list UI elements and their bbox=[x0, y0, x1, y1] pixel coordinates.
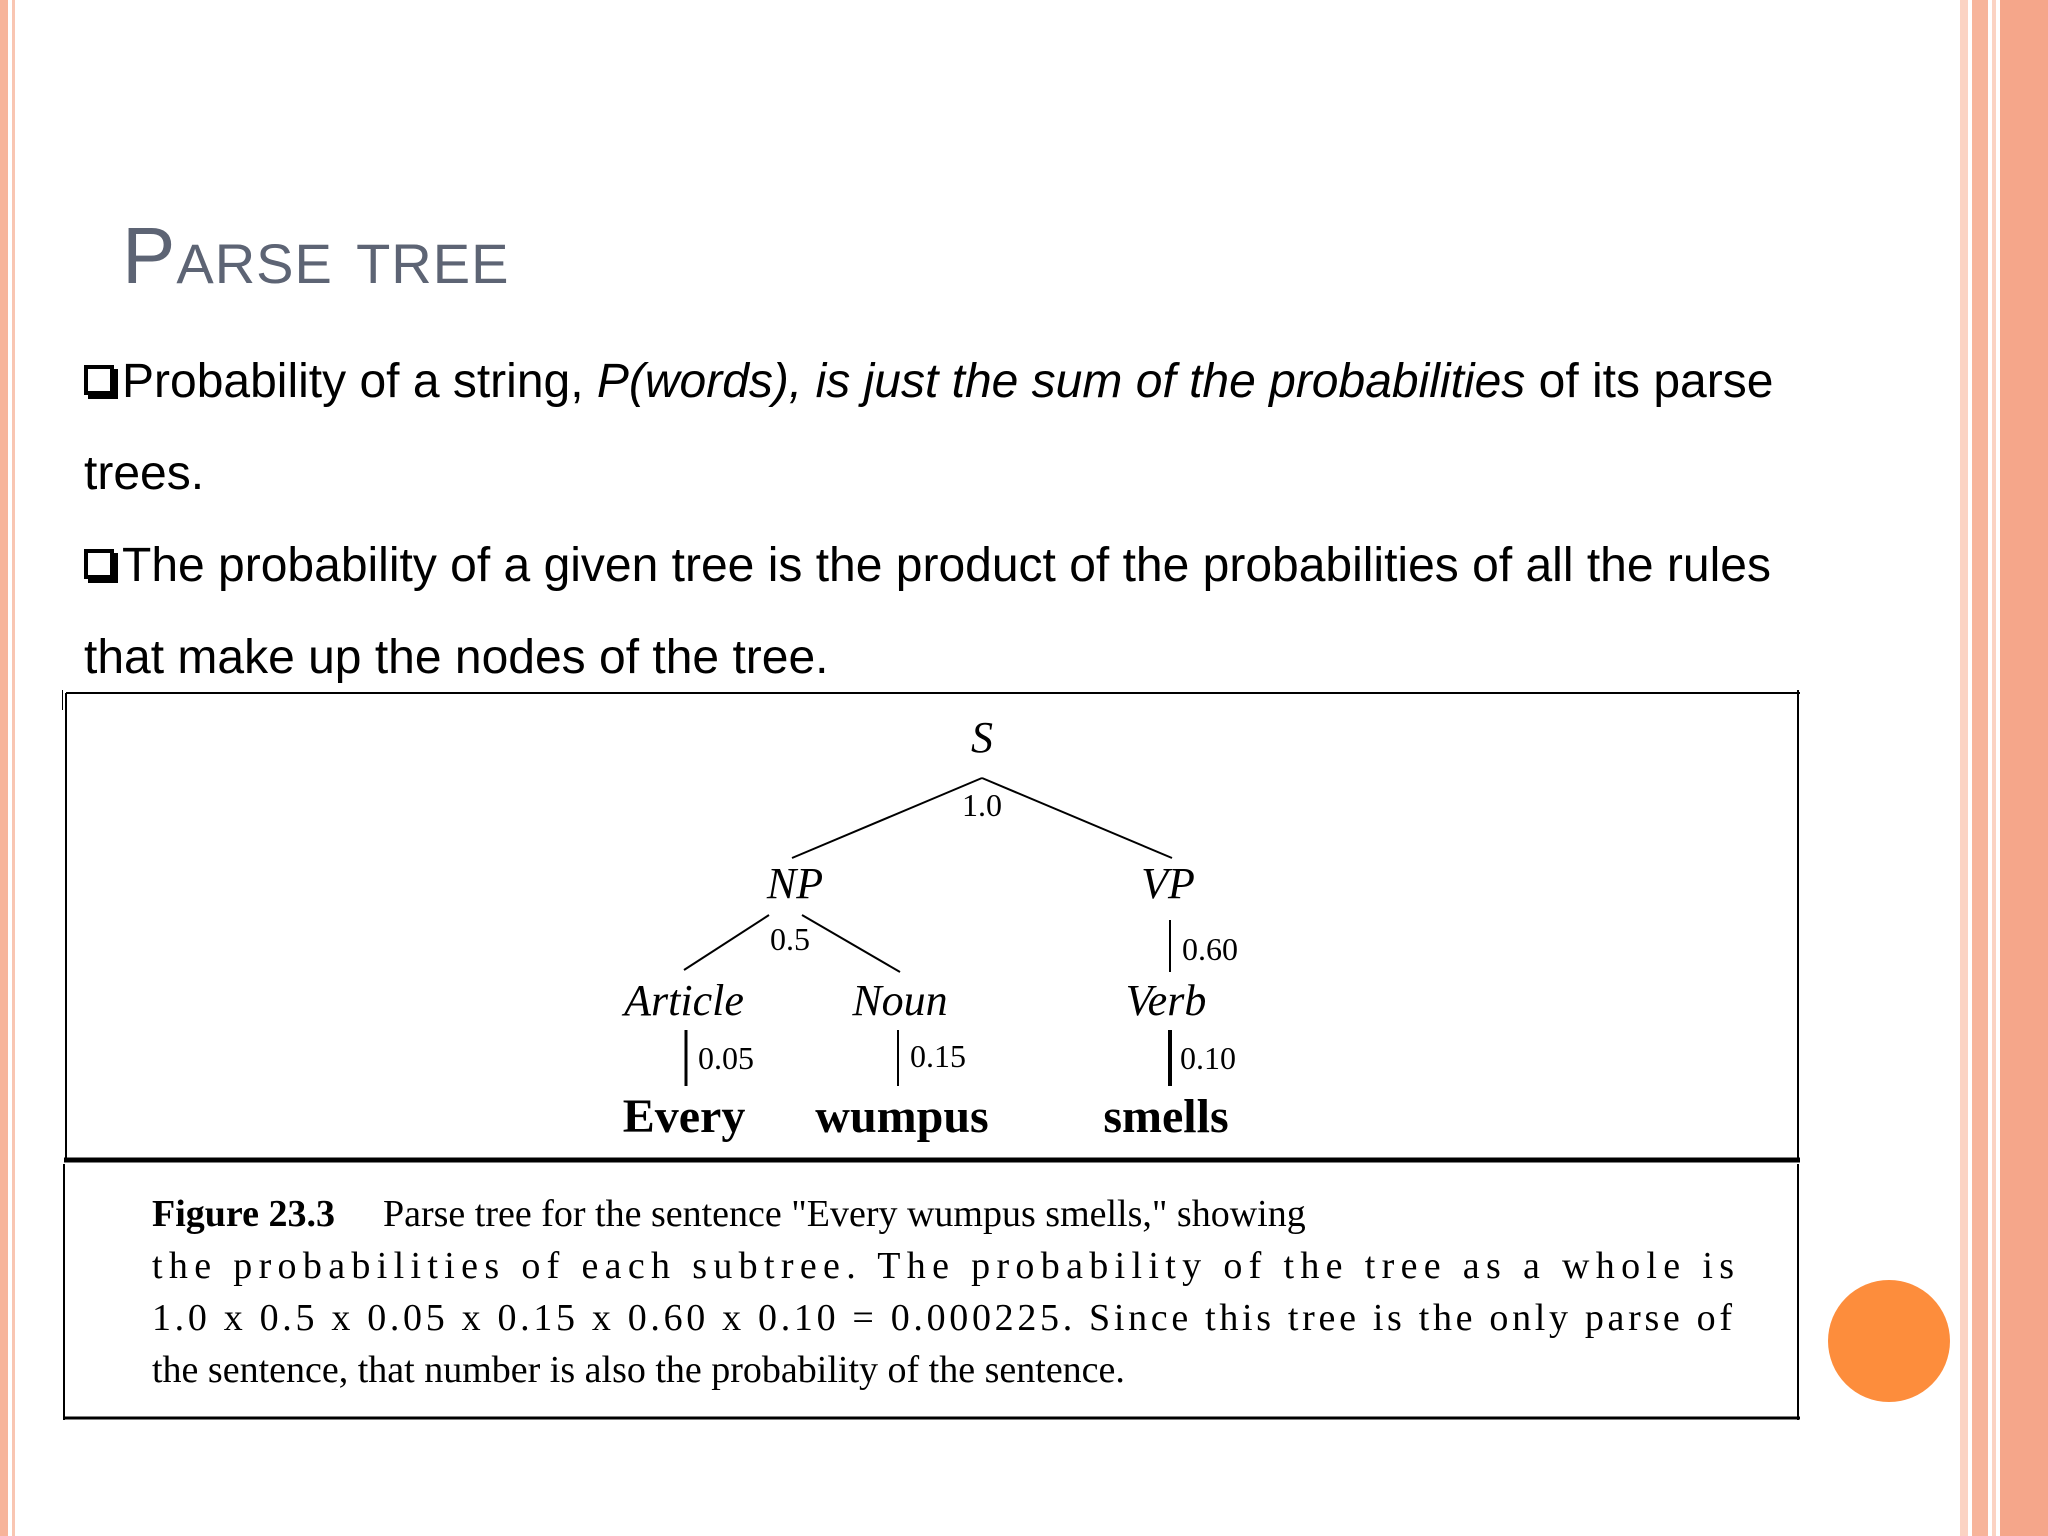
edge-s-np bbox=[792, 778, 982, 858]
word-every: Every bbox=[622, 1090, 746, 1143]
node-noun: Noun bbox=[852, 976, 948, 1025]
bullet-1-text-b: of its parse trees. bbox=[84, 355, 1774, 500]
right-border-stripe bbox=[2000, 0, 2048, 1536]
checkbox-bullet-icon bbox=[84, 365, 114, 395]
decorative-circle bbox=[1828, 1280, 1950, 1402]
prob-s: 1.0 bbox=[962, 787, 1002, 823]
caption-line-1 bbox=[152, 1193, 1306, 1235]
left-border-stripe bbox=[0, 0, 8, 1536]
bullet-1 bbox=[84, 336, 1784, 520]
caption-line-2: the probabilities of each subtree. The probability of the tree as a whole is bbox=[152, 1245, 1735, 1287]
slide-title: Parse tree bbox=[122, 211, 510, 300]
right-border-stripe bbox=[1972, 0, 1988, 1536]
prob-article: 0.05 bbox=[698, 1040, 754, 1076]
bullet-1-text-italic: P(words), is just the sum of the probabilities bbox=[596, 355, 1526, 408]
edge-np-noun bbox=[802, 915, 900, 972]
node-s: S bbox=[971, 713, 993, 762]
caption-line-4: the sentence, that number is also the probability of the sentence. bbox=[152, 1349, 1125, 1391]
parse-tree-diagram bbox=[62, 690, 1802, 1420]
word-smells: smells bbox=[1103, 1090, 1229, 1143]
caption-line-1-text: Parse tree for the sentence "Every wumpus smells," showing bbox=[382, 1193, 1306, 1235]
caption-line-3: 1.0 x 0.5 x 0.05 x 0.15 x 0.60 x 0.10 = 0.000225. Since this tree is the only parse of bbox=[152, 1297, 1732, 1339]
prob-vp: 0.60 bbox=[1182, 931, 1238, 967]
edge-s-vp bbox=[982, 778, 1172, 858]
caption-label: Figure 23.3 bbox=[152, 1193, 335, 1235]
node-verb: Verb bbox=[1125, 976, 1207, 1025]
bullet-2 bbox=[84, 520, 1784, 704]
prob-noun: 0.15 bbox=[910, 1038, 966, 1074]
edge-np-article bbox=[684, 915, 769, 970]
right-border-stripe bbox=[1992, 0, 1996, 1536]
node-article: Article bbox=[624, 976, 744, 1025]
word-wumpus: wumpus bbox=[815, 1090, 989, 1143]
right-border-stripe bbox=[1960, 0, 1968, 1536]
checkbox-bullet-icon bbox=[84, 549, 114, 579]
parse-tree-figure bbox=[62, 690, 1802, 1420]
node-np: NP bbox=[766, 859, 824, 908]
prob-verb: 0.10 bbox=[1180, 1040, 1236, 1076]
bullet-2-text: The probability of a given tree is the product of the probabilities of all the rules that make up the nodes of the tree. bbox=[84, 539, 1771, 684]
node-vp: VP bbox=[1141, 859, 1195, 908]
left-border-stripe-inner bbox=[12, 0, 15, 1536]
prob-np: 0.5 bbox=[770, 921, 810, 957]
bullet-1-text-a: Probability of a string, bbox=[122, 355, 597, 408]
